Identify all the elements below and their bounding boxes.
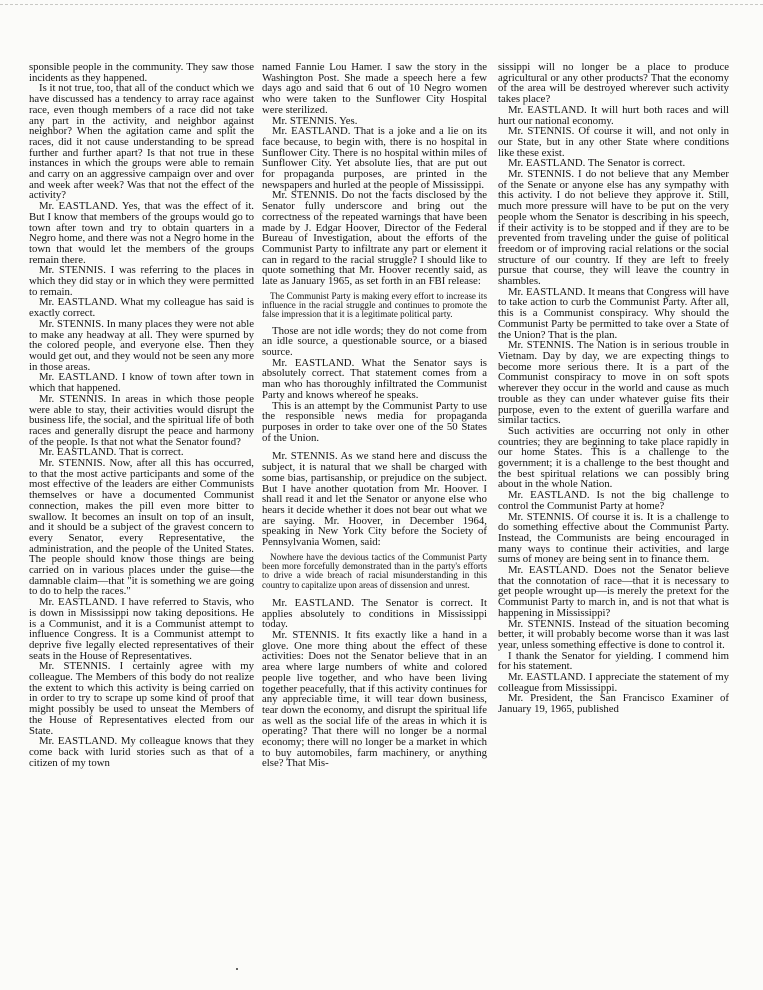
paragraph: Mr. EASTLAND. That is correct.: [39, 446, 184, 459]
paragraph: I thank the Senator for yielding. I commend him for his statement.: [498, 649, 729, 673]
paragraph: Mr. STENNIS. It fits exactly like a hand in a glove. One more thing about the effect of these activities: Does not the Senator believe that in an area where large numbers of white and colored people live together, and who have been living together peacefully, that if this activity continues for any appreciable time, it will tear down business, tear down the economy, and disrupt the spiritual life as well as the social life of the areas in which it is operating? That there will no longer be a normal economy; there will no longer be a market in which to buy automobiles, farm machinery, or anything else? That Mis-: [262, 629, 487, 770]
text-column-middle: [262, 62, 487, 769]
block-quote: The Communist Party is making every effort to increase its influence in the racial struggle and continues to promote the false impression that it is a legitimate political party.: [262, 290, 487, 320]
paragraph: Mr. EASTLAND. It means that Congress will have to take action to curb the Communist Party. After all, this is a Communist conspiracy. Why should the Communist Party be permitted to take over a State of the Union? That is the plan.: [498, 285, 729, 341]
paragraph: Is it not true, too, that all of the conduct which we have discussed has a tendency to array race against race, even though members of a race did not take any part in the activity, and neighbor against neighbor? When the agitation came and split the races, did it not cause understanding to be spread further and further apart? Is that not true in these instances in which the groups were able to remain and carry on an aggressive campaign over and over and week after week? Was that not the effect of the activity?: [29, 82, 254, 202]
paragraph: Mr. STENNIS. Instead of the situation becoming better, it will probably become worse than it was last year, unless something effective is done to control it.: [498, 617, 729, 651]
paragraph: Mr. EASTLAND. Does not the Senator believe that the connotation of race—that it is necessary to get people wrought up—is merely the pretext for the Communist Party to march in, and is not that what is happening in Mississippi?: [498, 564, 729, 619]
paragraph: Mr. STENNIS. Of course it will, and not only in our State, but in any other State where conditions like these exist.: [498, 125, 729, 159]
page-speck: [236, 968, 238, 970]
paragraph: sponsible people in the community. They saw those incidents as they happened.: [29, 61, 254, 84]
paragraph: Mr. EASTLAND. I know of town after town in which that happened.: [29, 371, 254, 395]
paragraph: Mr. STENNIS. Do not the facts disclosed by the Senator fully underscore and bring out the correctness of the repeated warnings that have been made by J. Edgar Hoover, Director of the Federal Bureau of Investigation, about the efforts of the Communist Party to infiltrate any part or element it can in regard to the racial struggle? I should like to quote something that Mr. Hoover recently said, as late as January 1965, as set forth in an FBI release:: [262, 189, 487, 288]
paragraph: Mr. STENNIS. Now, after all this has occurred, to that the most active participants and some of the most effective of the leaders are either Communists themselves or have a documented Communist connection, makes the pill even more bitter to swallow. It becomes an insult on top of an insult, and it should be a subject of the gravest concern to every Senator, every Representative, the administration, and the people of the United States. The people should know those things are being carried on in various places under the guise—the damnable claim—that "it is something we are going to do to help the races.": [29, 457, 254, 598]
paragraph: Mr. President, the San Francisco Examiner of January 19, 1965, published: [498, 692, 729, 716]
paragraph: This is an attempt by the Communist Party to use the responsible news media for propaganda purposes in order to take over one of the 50 States of the Union.: [262, 399, 487, 444]
text-column-right: [498, 62, 729, 715]
paragraph: Mr. EASTLAND. What my colleague has said is exactly correct.: [29, 296, 254, 320]
paragraph: Mr. EASTLAND. It will hurt both races and will hurt our national economy.: [498, 103, 729, 127]
paragraph: Those are not idle words; they do not come from an idle source, a questionable source, or a biased source.: [262, 324, 487, 359]
paragraph: Mr. EASTLAND. Is not the big challenge to control the Communist Party at home?: [498, 489, 729, 512]
text-column-left: [29, 62, 254, 768]
page-top-border: [0, 4, 763, 5]
paragraph: Mr. EASTLAND. I appreciate the statement of my colleague from Mississippi.: [498, 671, 729, 694]
block-quote: Nowhere have the devious tactics of the Communist Party been more forcefully demonstrated than in the party's efforts to drive a wide breach of racial misunderstanding in this country to capitalize upon areas of dissension and unrest.: [262, 551, 487, 590]
paragraph: Mr. EASTLAND. The Senator is correct.: [508, 157, 686, 170]
paragraph: Mr. EASTLAND. My colleague knows that they come back with lurid stories such as that of a citizen of my town: [29, 735, 254, 769]
paragraph: Mr. EASTLAND. What the Senator says is absolutely correct. That statement comes from a man who has thoroughly infiltrated the Communist Party and knows whereof he speaks.: [262, 356, 487, 401]
paragraph: Mr. EASTLAND. Yes, that was the effect of it. But I know that members of the groups would go to town after town and try to obtain quarters in a Negro home, and there was not a Negro home in the town that would let the members of the groups remain there.: [29, 200, 254, 266]
paragraph: Mr. STENNIS. In areas in which those people were able to stay, their activities would disrupt the business life, the social, and the spiritual life of both races and generally disrupt the peace and harmony of the people. Is that not what the Senator found?: [29, 392, 254, 448]
paragraph: Mr. STENNIS. Yes.: [272, 114, 358, 127]
paragraph: Such activities are occurring not only in other countries; they are beginning to take place rapidly in our home States. This is a challenge to the government; it is a challenge to the best thought and the best spiritual relations we can possibly bring about in the whole Nation.: [498, 424, 729, 491]
paragraph: named Fannie Lou Hamer. I saw the story in the Washington Post. She made a speech here a few days ago and said that 6 out of 10 Negro women who were taken to the Sunflower City Hospital were sterilized.: [262, 61, 487, 116]
paragraph: Mr. EASTLAND. That is a joke and a lie on its face because, to begin with, there is no hospital in Sunflower City. There is no hospital within miles of Sunflower City. Yet absolute lies, that are put out for propaganda purposes, are printed in the newspapers and hurled at the people of Mississippi.: [262, 125, 487, 191]
paragraph: Mr. STENNIS. Of course it is. It is a challenge to do something effective about the Communist Party. Instead, the Communists are being encouraged in many ways to continue their activities, and large sums of money are being sent in to finance them.: [498, 510, 729, 566]
paragraph: Mr. STENNIS. I certainly agree with my colleague. The Members of this body do not realize the extent to which this activity is being carried on in order to try to scrape up some kind of proof that might possibly be used to unseat the Members of the House of Representatives elected from our State.: [29, 660, 254, 737]
paragraph: Mr. STENNIS. I do not believe that any Member of the Senate or anyone else has any sympathy with this activity. I do not believe they approve it. Still, much more pressure will have to be put on the very people whom the Senator is describing in his speech, if their activity is to be stopped and if they are to be prevented from traveling under the guise of political freedom or of improving racial relations or the social structure of our country. If they are left to freely pursue that course, they will leave the country in shambles.: [498, 168, 729, 288]
paragraph: sissippi will no longer be a place to produce agricultural or any other products? That the economy of the area will be destroyed wherever such activity takes place?: [498, 61, 729, 106]
paragraph: Mr. EASTLAND. I have referred to Stavis, who is down in Mississippi now taking depositions. He is a Communist, and it is a Communist attempt to influence Congress. It is a Communist attempt to deprive five legally elected representatives of their seats in the House of Representatives.: [29, 596, 254, 662]
paragraph: Mr. EASTLAND. The Senator is correct. It applies absolutely to conditions in Mississippi today.: [262, 596, 487, 631]
paragraph: Mr. STENNIS. As we stand here and discuss the subject, it is natural that we shall be charged with some bias, partisanship, or prejudice on the subject. But I have another quotation from Mr. Hoover. I shall read it and let the Senator or anyone else who hears it decide whether it does not bear out what we are saying. Mr. Hoover, in December 1964, speaking in New York City before the Society of Pennsylvania Women, said:: [262, 450, 487, 549]
paragraph: Mr. STENNIS. I was referring to the places in which they did stay or in which they were permitted to remain.: [29, 264, 254, 298]
paragraph: Mr. STENNIS. In many places they were not able to make any headway at all. They were spurned by the colored people, and everyone else. Then they would get out, and they would not be seen any more in those areas.: [29, 317, 254, 373]
paragraph: Mr. STENNIS. The Nation is in serious trouble in Vietnam. Day by day, we are expecting things to become more serious there. It is a part of the Communist conspiracy to move in on soft spots wherever they occur in the world and cause as much trouble as they can under whatever guise fits their purpose, even to the extent of guerilla warfare and similar tactics.: [498, 339, 729, 427]
